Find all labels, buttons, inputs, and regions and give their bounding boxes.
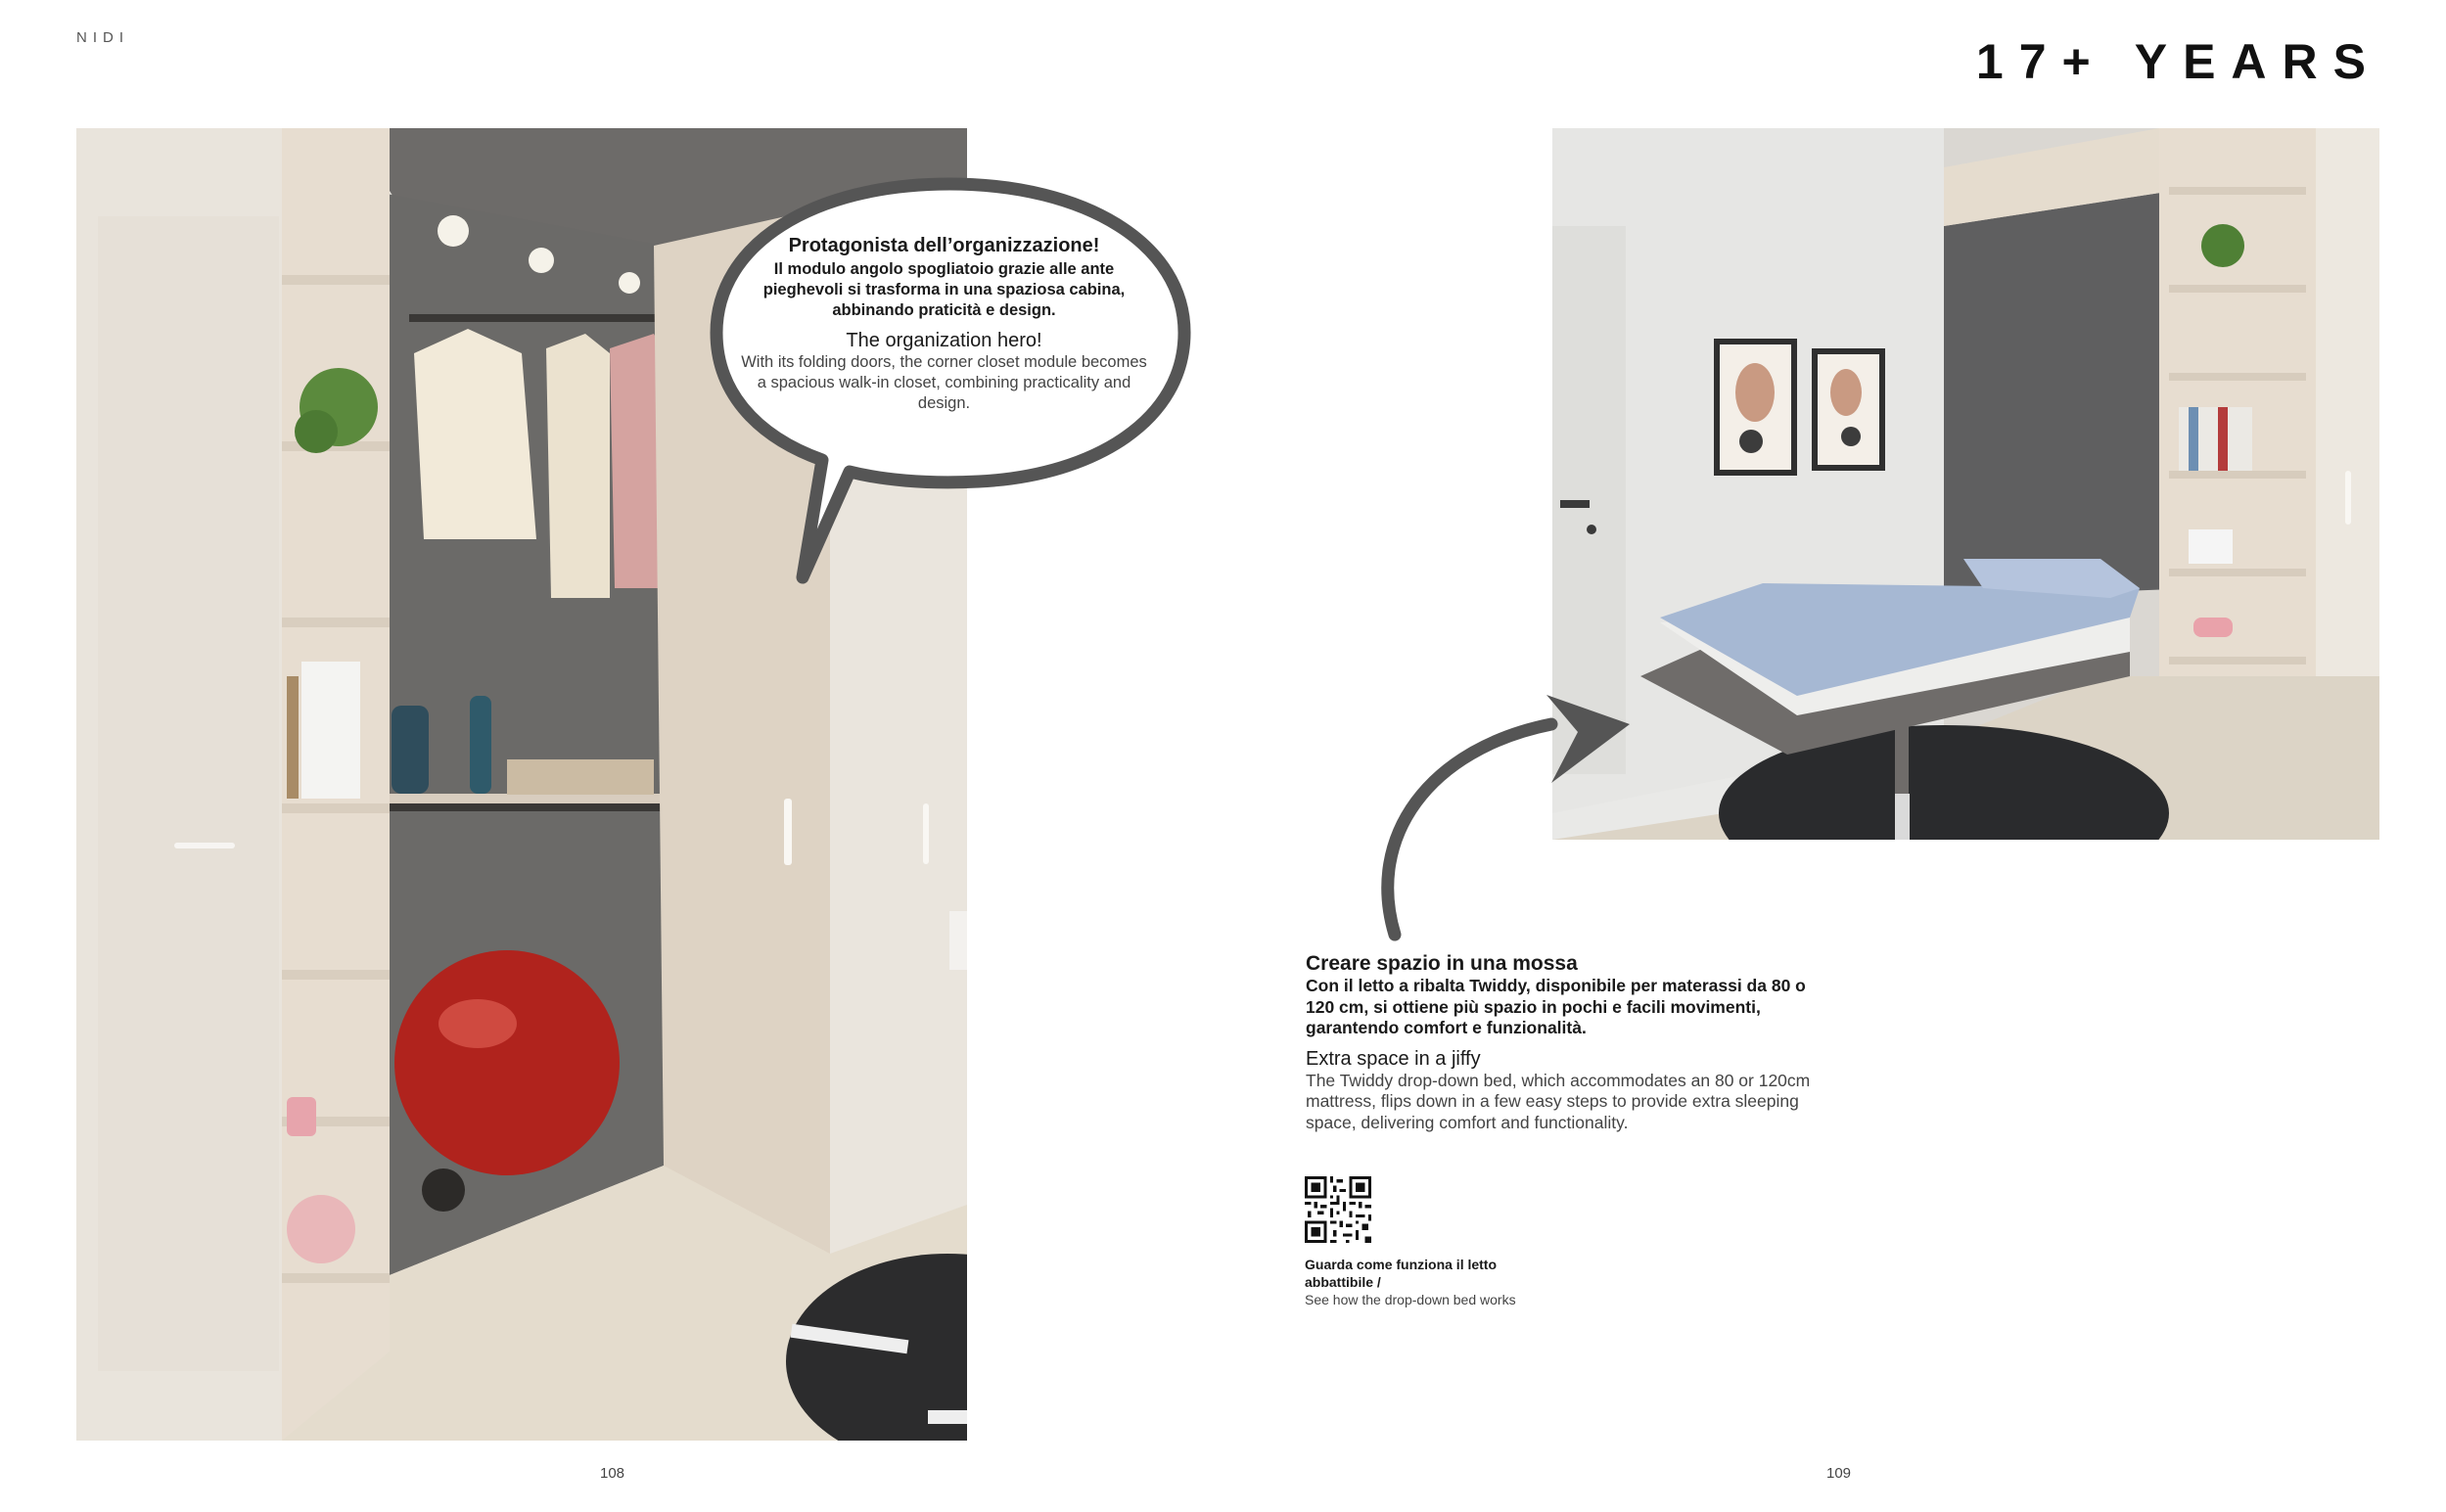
qr-caption-en: See how the drop-down bed works	[1305, 1292, 1516, 1307]
feature-text-block	[1306, 952, 1815, 1133]
arrow-graphic	[1351, 675, 1644, 949]
age-range-title: 17+ YEARS	[1975, 34, 2381, 89]
brand-label: NIDI	[76, 29, 129, 46]
feature-en-title: Extra space in a jiffy	[1306, 1047, 1481, 1070]
page-number-left: 108	[600, 1465, 625, 1482]
feature-it-title: Creare spazio in una mossa	[1306, 952, 1578, 975]
callout-text	[736, 235, 1152, 414]
callout-en-title: The organization hero!	[846, 330, 1042, 351]
qr-caption	[1305, 1256, 1520, 1308]
callout-it-title: Protagonista dell’organizzazione!	[788, 235, 1100, 256]
qr-code[interactable]	[1305, 1176, 1371, 1243]
callout-en-body: With its folding doors, the corner closet module becomes a spacious walk-in closet, combining practicality and design.	[741, 353, 1147, 412]
bedroom-photo	[1552, 128, 2379, 840]
qr-caption-it: Guarda come funziona il letto abbattibile /	[1305, 1257, 1498, 1290]
callout-it-body: Il modulo angolo spogliatoio grazie alle ante pieghevoli si trasforma in una spaziosa cabina, abbinando praticità e design.	[762, 260, 1126, 319]
page-number-right: 109	[1826, 1465, 1852, 1482]
feature-it-body: Con il letto a ribalta Twiddy, disponibile per materassi da 80 o 120 cm, si ottiene più spazio in pochi e facili movimenti, garantendo comfort e funzionalità.	[1306, 976, 1806, 1037]
feature-en-body: The Twiddy drop-down bed, which accommodates an 80 or 120cm mattress, flips down in a few easy steps to provide extra sleeping space, delivering comfort and functionality.	[1306, 1070, 1811, 1132]
